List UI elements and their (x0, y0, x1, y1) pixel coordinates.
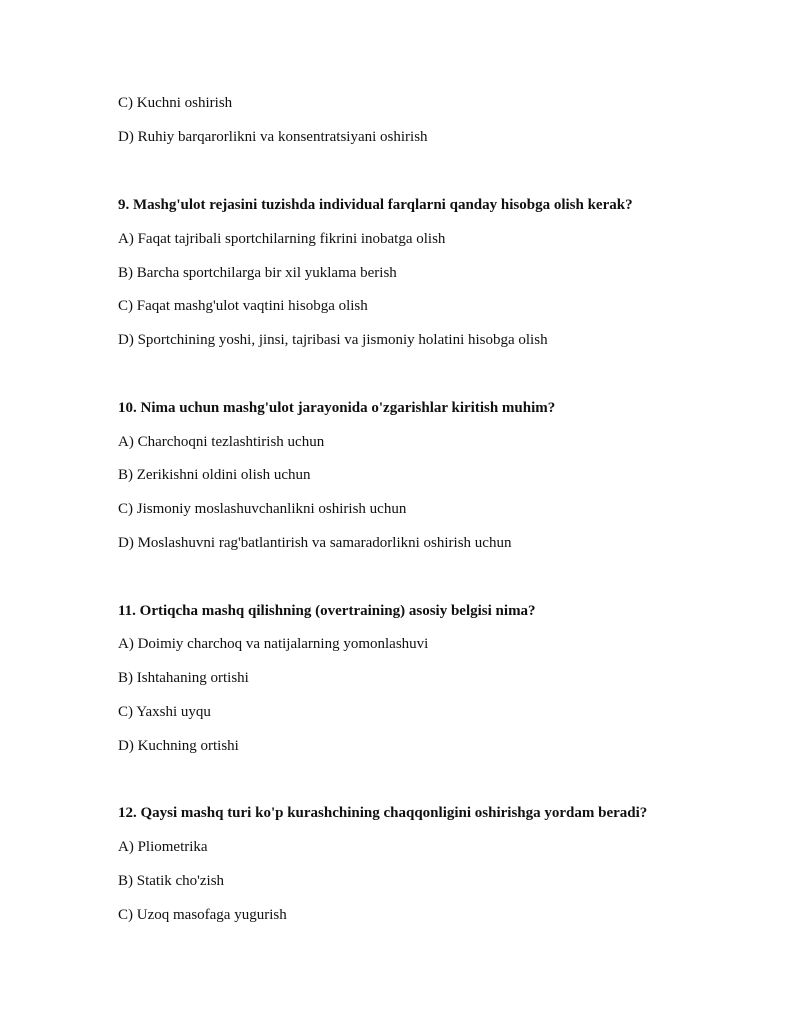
question-10-option-d: D) Moslashuvni rag'batlantirish va samaradorlikni oshirish uchun (118, 535, 512, 551)
question-9-option-b: B) Barcha sportchilarga bir xil yuklama berish (118, 265, 397, 281)
option-c-prev: C) Kuchni oshirish (118, 95, 233, 111)
question-10: 10. Nima uchun mashg'ulot jarayonida o'zgarishlar kiritish muhim? (118, 400, 556, 416)
question-12-option-b: B) Statik cho'zish (118, 873, 225, 889)
question-12-option-c: C) Uzoq masofaga yugurish (118, 907, 287, 923)
question-11-option-c: C) Yaxshi uyqu (118, 704, 211, 720)
question-11-option-d: D) Kuchning ortishi (118, 738, 239, 754)
question-10-option-b: B) Zerikishni oldini olish uchun (118, 467, 311, 483)
question-9-option-a: A) Faqat tajribali sportchilarning fikrini inobatga olish (118, 231, 446, 247)
question-10-option-a: A) Charchoqni tezlashtirish uchun (118, 434, 325, 450)
question-11: 11. Ortiqcha mashq qilishning (overtraining) asosiy belgisi nima? (118, 603, 536, 619)
question-10-option-c: C) Jismoniy moslashuvchanlikni oshirish uchun (118, 501, 407, 517)
question-9: 9. Mashg'ulot rejasini tuzishda individual farqlarni qanday hisobga olish kerak? (118, 197, 633, 213)
question-9-option-d: D) Sportchining yoshi, jinsi, tajribasi va jismoniy holatini hisobga olish (118, 332, 548, 348)
question-11-option-a: A) Doimiy charchoq va natijalarning yomonlashuvi (118, 636, 429, 652)
question-11-option-b: B) Ishtahaning ortishi (118, 670, 249, 686)
question-12-option-a: A) Pliometrika (118, 839, 208, 855)
option-d-prev: D) Ruhiy barqarorlikni va konsentratsiyani oshirish (118, 129, 428, 145)
question-12: 12. Qaysi mashq turi ko'p kurashchining chaqqonligini oshirishga yordam beradi? (118, 805, 648, 821)
question-9-option-c: C) Faqat mashg'ulot vaqtini hisobga olish (118, 298, 368, 314)
